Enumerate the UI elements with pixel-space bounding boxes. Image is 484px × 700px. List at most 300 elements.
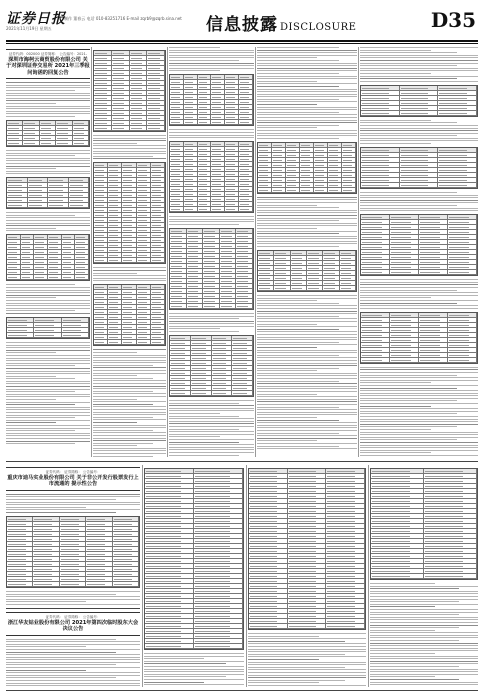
masthead [6, 8, 478, 38]
text-line [6, 313, 90, 314]
text-line [169, 57, 254, 58]
text-line [360, 78, 457, 79]
data-table [93, 284, 166, 346]
text-line [93, 388, 166, 389]
text-line [360, 308, 478, 309]
text-line [257, 318, 357, 319]
table-cell [94, 126, 112, 131]
text-line [6, 667, 140, 668]
text-line [257, 360, 357, 361]
text-line [257, 339, 357, 340]
text-line [6, 415, 90, 416]
table-cell [7, 203, 28, 208]
text-line [6, 399, 56, 400]
text-line [6, 347, 90, 348]
text-line [6, 295, 90, 296]
body-text-block [360, 120, 478, 144]
table-cell [184, 207, 198, 212]
section-title [206, 10, 356, 35]
text-line [257, 68, 357, 69]
text-line [248, 651, 366, 652]
data-table [370, 468, 478, 580]
text-line [257, 308, 357, 309]
table-cell [94, 340, 108, 345]
text-line [6, 649, 140, 650]
text-line [257, 107, 357, 108]
text-line [248, 667, 345, 668]
table-cell [48, 203, 69, 208]
text-line [248, 664, 366, 665]
text-line [257, 47, 339, 48]
text-line [93, 158, 166, 159]
text-line [257, 448, 357, 449]
column-divider [368, 465, 369, 687]
text-line [257, 363, 357, 364]
notice-header-3 [6, 612, 140, 636]
column-2 [93, 47, 166, 457]
text-line [257, 231, 357, 232]
text-line [6, 287, 90, 288]
text-line [93, 406, 166, 407]
column-divider [255, 47, 256, 457]
text-line [248, 636, 319, 637]
data-table [257, 250, 357, 292]
text-line [6, 303, 90, 304]
text-line [257, 326, 357, 327]
text-line [360, 390, 478, 391]
text-line [93, 448, 166, 449]
table-cell [73, 141, 89, 146]
text-line [257, 391, 357, 392]
text-line [257, 135, 357, 136]
text-line [360, 60, 478, 61]
text-line [93, 430, 153, 431]
table-cell [170, 391, 191, 396]
text-line [257, 352, 357, 353]
text-line [93, 445, 137, 446]
text-line [257, 368, 339, 369]
text-line [6, 292, 90, 293]
text-line [257, 311, 357, 312]
text-line [360, 439, 457, 440]
body-text-block [6, 591, 140, 605]
text-line [257, 233, 339, 234]
data-table [257, 142, 357, 194]
text-line [257, 127, 317, 128]
text-line [257, 73, 339, 74]
text-line [6, 155, 75, 156]
text-line [257, 313, 357, 314]
text-line [93, 373, 166, 374]
text-line [360, 205, 457, 206]
text-line [257, 331, 357, 332]
column-3 [169, 47, 254, 457]
table-cell [62, 275, 76, 280]
text-line [6, 308, 90, 309]
text-line [257, 81, 317, 82]
table-cell [184, 120, 198, 125]
text-line [144, 676, 226, 677]
text-line [6, 389, 90, 390]
text-line [248, 659, 319, 660]
text-line [6, 512, 116, 513]
text-line [6, 507, 86, 508]
text-line [360, 437, 478, 438]
table-cell [438, 111, 477, 116]
table-cell [328, 188, 342, 193]
text-line [257, 404, 357, 405]
text-line [257, 430, 357, 431]
text-line [360, 413, 457, 414]
text-line [257, 205, 317, 206]
text-line [93, 380, 166, 381]
text-line [257, 381, 339, 382]
table-cell [86, 582, 112, 587]
text-line [6, 217, 90, 218]
text-line [6, 594, 116, 595]
text-line [6, 420, 90, 421]
text-line [6, 150, 90, 151]
text-line [144, 661, 244, 662]
text-line [169, 426, 254, 427]
text-line [370, 596, 478, 597]
text-line [257, 138, 339, 139]
table-cell [400, 111, 439, 116]
text-line [370, 658, 478, 659]
text-line [93, 370, 166, 371]
table-cell [211, 120, 225, 125]
text-line [93, 145, 166, 146]
table-cell [232, 391, 253, 396]
text-line [6, 113, 90, 114]
text-line [360, 287, 478, 288]
text-line [257, 324, 317, 325]
text-line [6, 680, 140, 681]
text-line [257, 388, 357, 389]
text-line [257, 438, 357, 439]
text-line [360, 432, 478, 433]
body-text-block [370, 583, 478, 687]
notice-code: 证券代码： 证券简称： 公告编号： [45, 614, 101, 619]
data-table [169, 228, 254, 310]
masthead-rule-thin [6, 43, 478, 44]
text-line [6, 363, 90, 364]
text-line [370, 650, 478, 651]
data-table [93, 162, 166, 264]
text-line [370, 661, 478, 662]
text-line [169, 436, 220, 437]
text-line [93, 360, 166, 361]
table-cell [151, 258, 165, 263]
text-line [169, 421, 254, 422]
text-line [6, 95, 90, 96]
text-line [6, 496, 140, 497]
text-line [93, 143, 137, 144]
text-line [6, 355, 90, 356]
text-line [360, 297, 431, 298]
issue-date: 2021年11月19日 星期五 [6, 26, 52, 31]
text-line [169, 328, 220, 329]
table-cell [34, 333, 61, 338]
text-line [169, 326, 254, 327]
data-table [6, 177, 90, 209]
text-line [248, 682, 319, 683]
text-line [257, 407, 339, 408]
table-cell [212, 391, 233, 396]
body-text-block [6, 494, 140, 513]
text-line [257, 210, 357, 211]
table-cell [147, 126, 165, 131]
text-line [6, 300, 90, 301]
text-line [169, 63, 254, 64]
text-line [370, 648, 478, 649]
text-line [93, 367, 166, 368]
table-cell [307, 286, 323, 291]
text-line [6, 310, 75, 311]
text-line [257, 114, 357, 115]
body-text-block [6, 82, 90, 117]
text-line [248, 685, 366, 686]
text-line [257, 91, 357, 92]
text-line [93, 151, 166, 152]
text-line [6, 509, 140, 510]
column-8 [248, 465, 366, 687]
text-line [144, 682, 204, 683]
table-cell [40, 141, 56, 146]
text-line [93, 438, 166, 439]
text-line [360, 210, 478, 211]
text-line [257, 238, 357, 239]
text-line [360, 375, 457, 376]
text-line [360, 47, 478, 48]
text-line [6, 672, 140, 673]
text-line [248, 641, 345, 642]
text-line [248, 656, 366, 657]
text-line [360, 393, 478, 394]
body-text-block [93, 267, 166, 281]
text-line [257, 122, 357, 123]
text-line [360, 73, 431, 74]
text-line [6, 85, 90, 86]
text-line [360, 200, 478, 201]
text-line [6, 664, 116, 665]
text-line [257, 207, 339, 208]
body-text-block [360, 47, 478, 82]
text-line [6, 417, 75, 418]
table-cell [137, 258, 151, 263]
text-line [93, 355, 166, 356]
text-line [257, 86, 339, 87]
text-line [248, 654, 345, 655]
text-line [93, 357, 166, 358]
text-line [360, 125, 478, 126]
text-line [93, 270, 166, 271]
text-line [93, 148, 166, 149]
text-line [144, 679, 244, 680]
table-cell [122, 340, 136, 345]
text-line [6, 111, 90, 112]
text-line [257, 76, 357, 77]
text-line [360, 372, 478, 373]
text-line [248, 649, 366, 650]
text-line [93, 375, 137, 376]
text-line [257, 440, 317, 441]
text-line [6, 657, 140, 658]
text-line [370, 640, 459, 641]
text-line [257, 443, 357, 444]
text-line [6, 407, 90, 408]
text-line [360, 369, 478, 370]
text-line [6, 373, 90, 374]
text-line [93, 425, 166, 426]
text-line [169, 400, 254, 401]
text-line [360, 133, 478, 134]
text-line [93, 453, 166, 454]
table-cell [361, 183, 400, 188]
text-line [6, 90, 75, 91]
table-cell [7, 141, 23, 146]
text-line [169, 331, 239, 332]
text-line [6, 396, 90, 397]
text-line [169, 444, 254, 445]
text-line [360, 426, 457, 427]
text-line [6, 659, 140, 660]
text-line [169, 323, 254, 324]
text-line [257, 243, 357, 244]
text-line [6, 604, 140, 605]
text-line [6, 652, 116, 653]
text-line [93, 393, 166, 394]
table-cell [145, 644, 194, 649]
table-cell [419, 270, 448, 275]
text-line [257, 60, 339, 61]
text-line [257, 125, 339, 126]
text-line [169, 423, 254, 424]
table-cell [198, 120, 212, 125]
text-line [257, 236, 357, 237]
page-bottom-rule [6, 690, 478, 691]
text-line [6, 378, 75, 379]
table-cell [60, 582, 86, 587]
text-line [169, 316, 254, 317]
text-line [257, 433, 339, 434]
table-cell [34, 275, 48, 280]
text-line [169, 216, 254, 217]
body-text-block [6, 212, 90, 231]
text-line [93, 427, 166, 428]
text-line [6, 402, 90, 403]
text-line [169, 224, 239, 225]
table-cell [94, 258, 108, 263]
text-line [144, 671, 244, 672]
text-line [6, 644, 140, 645]
text-line [360, 395, 478, 396]
text-line [360, 279, 478, 280]
text-line [93, 412, 166, 413]
text-line [6, 646, 86, 647]
text-line [6, 422, 56, 423]
body-text-block [6, 342, 90, 444]
text-line [93, 275, 166, 276]
text-line [93, 456, 153, 457]
text-line [370, 599, 478, 600]
table-cell [291, 286, 307, 291]
text-line [6, 685, 140, 686]
table-cell [438, 183, 477, 188]
text-line [93, 409, 166, 410]
text-line [370, 630, 435, 631]
table-cell [249, 624, 288, 629]
text-line [360, 305, 478, 306]
text-line [169, 442, 239, 443]
text-line [370, 627, 459, 628]
text-line [257, 370, 317, 371]
body-text-block [257, 197, 357, 247]
text-line [248, 677, 366, 678]
text-line [6, 342, 90, 343]
text-line [360, 406, 431, 407]
text-line [169, 219, 254, 220]
text-line [93, 443, 153, 444]
text-line [6, 153, 90, 154]
text-line [6, 601, 86, 602]
text-line [6, 100, 90, 101]
table-cell [198, 207, 212, 212]
column-1 [6, 47, 90, 457]
text-line [257, 65, 357, 66]
text-line [370, 635, 478, 636]
text-line [93, 378, 153, 379]
body-text-block [257, 47, 357, 139]
text-line [169, 405, 254, 406]
text-line [360, 300, 478, 301]
text-line [257, 347, 317, 348]
table-cell [220, 304, 237, 309]
text-line [257, 329, 339, 330]
text-line [93, 414, 166, 415]
text-line [370, 682, 478, 683]
notice-code: 证券代码：002000 证券简称： 公告编号：2021- [8, 52, 88, 56]
text-line [6, 438, 90, 439]
table-cell [424, 574, 477, 579]
text-line [144, 666, 244, 667]
text-line [257, 373, 357, 374]
text-line [257, 425, 357, 426]
text-line [169, 137, 254, 138]
data-table [169, 335, 254, 397]
section-title-cn: 信息披露 [206, 15, 278, 35]
table-cell [390, 270, 419, 275]
text-line [6, 376, 56, 377]
text-line [257, 133, 357, 134]
text-line [257, 303, 339, 304]
text-line [257, 212, 357, 213]
text-line [360, 290, 457, 291]
body-text-block [93, 349, 166, 457]
text-line [360, 140, 478, 141]
text-line [6, 404, 75, 405]
text-line [257, 223, 357, 224]
text-line [6, 499, 116, 500]
text-line [370, 653, 435, 654]
text-line [6, 654, 140, 655]
text-line [93, 156, 153, 157]
text-line [360, 400, 457, 401]
data-table [360, 85, 478, 117]
text-line [169, 452, 254, 453]
text-line [370, 643, 478, 644]
text-line [360, 295, 478, 296]
